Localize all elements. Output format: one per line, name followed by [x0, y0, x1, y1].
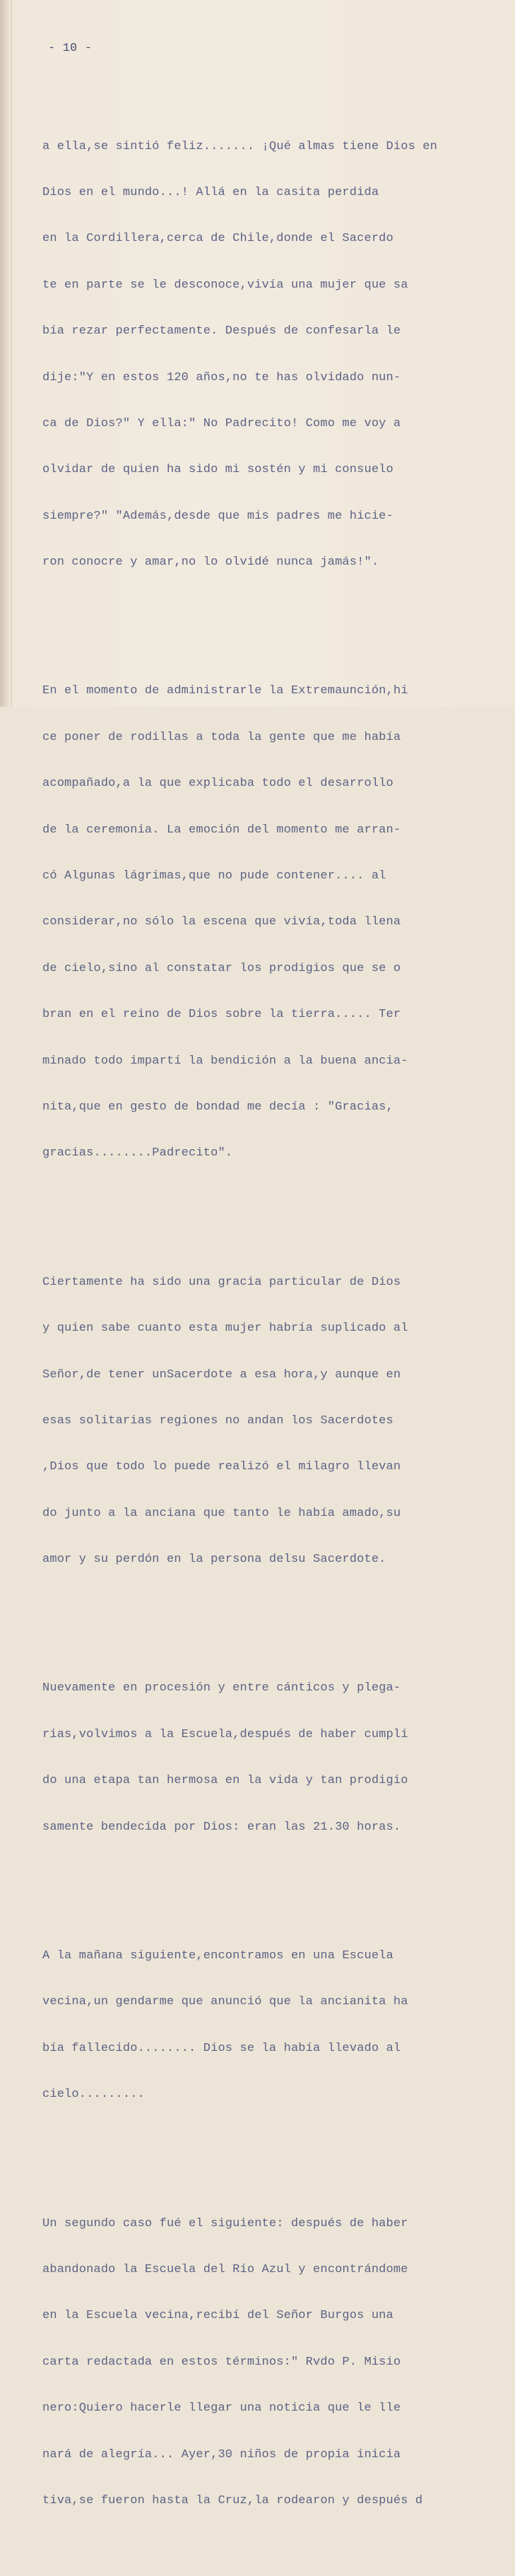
paragraph-4 — [42, 1650, 514, 1866]
text-line: En el momento de administrarle la Extremaunción,hi — [42, 684, 408, 698]
text-line: y quien sabe cuanto esta mujer habría suplicado al — [42, 1322, 408, 1336]
page-binding-edge — [0, 0, 12, 707]
paragraph-5 — [42, 1917, 514, 2133]
paragraph-1 — [42, 108, 514, 601]
text-line: bran en el reino de Dios sobre la tierra..... Ter — [42, 1008, 401, 1022]
text-line: de cielo,sino al constatar los prodigios que se o — [42, 961, 401, 975]
page-text — [42, 10, 514, 2576]
text-line: vecina,un gendarme que anunció que la ancianita ha — [42, 1995, 408, 2009]
paragraph-2 — [42, 653, 514, 1192]
text-line: ca de Dios?" Y ella:" No Padrecito! Como me voy a — [42, 416, 401, 430]
text-line: amor y su perdón en la persona delsu Sacerdote. — [42, 1553, 386, 1567]
text-line: bía fallecido........ Dios se la había llevado al — [42, 2041, 401, 2055]
text-line: do una etapa tan hermosa en la vida y tan prodigio — [42, 1774, 408, 1788]
text-line: Ciertamente ha sido una gracia particular de Dios — [42, 1275, 401, 1289]
text-line: cielo......... — [42, 2088, 145, 2102]
text-line: Dios en el mundo...! Allá en la casita perdida — [42, 185, 379, 199]
text-line: minado todo impartí la bendición a la buena ancia- — [42, 1054, 408, 1068]
text-line: carta redactada en estos términos:" Rvdo P. Misio — [42, 2355, 401, 2369]
text-line: a ella,se sintió feliz....... ¡Qué almas tiene Dios en — [42, 139, 437, 153]
text-line: dije:"Y en estos 120 años,no te has olvidado nun- — [42, 370, 401, 384]
paragraph-3 — [42, 1244, 514, 1598]
text-line: Nuevamente en procesión y entre cánticos y plega- — [42, 1681, 401, 1695]
text-line: ,Dios que todo lo puede realizó el milagro llevan — [42, 1460, 401, 1474]
text-line: nita,que en gesto de bondad me decía : "Gracias, — [42, 1100, 393, 1114]
text-line: nero:Quiero hacerle llegar una noticia que le lle — [42, 2401, 401, 2416]
text-line: abandonado la Escuela del Río Azul y encontrándome — [42, 2262, 408, 2276]
text-line: A la mañana siguiente,encontramos en una Escuela — [42, 1949, 393, 1963]
text-line: considerar,no sólo la escena que vivía,toda llena — [42, 915, 401, 929]
text-line: ce poner de rodillas a toda la gente que me había — [42, 730, 401, 744]
text-line: bía rezar perfectamente. Después de confesarla le — [42, 324, 401, 339]
text-line: Señor,de tener unSacerdote a esa hora,y aunque en — [42, 1368, 401, 1382]
text-line: esas solitarias regiones no andan los Sacerdotes — [42, 1413, 393, 1428]
text-line: do junto a la anciana que tanto le había amado,su — [42, 1506, 401, 1520]
text-line: có Algunas lágrimas,que no pude contener.... al — [42, 869, 386, 883]
text-line: en la Cordillera,cerca de Chile,donde el Sacerdo — [42, 232, 393, 246]
text-line: tiva,se fueron hasta la Cruz,la rodearon y después d — [42, 2493, 423, 2507]
text-line: nará de alegría... Ayer,30 niños de propia inicia — [42, 2447, 401, 2462]
text-line: ron conocre y amar,no lo olvidé nunca jamás!". — [42, 555, 379, 570]
text-line: te en parte se le desconoce,vivía una mujer que sa — [42, 278, 408, 292]
text-line: rias,volvimos a la Escuela,después de haber cumpli — [42, 1727, 408, 1741]
page-number: - 10 - — [48, 41, 93, 55]
text-line: gracias........Padrecito". — [42, 1146, 233, 1160]
text-line: en la Escuela vecina,recibí del Señor Burgos una — [42, 2309, 393, 2323]
text-line: siempre?" "Además,desde que mis padres me hicie- — [42, 509, 393, 523]
text-line: de la ceremonia. La emoción del momento me arran- — [42, 823, 401, 837]
text-line: Un segundo caso fué el siguiente: después de haber — [42, 2216, 408, 2230]
text-line: acompañado,a la que explicaba todo el desarrollo — [42, 777, 393, 791]
text-line: samente bendecida por Dios: eran las 21.30 horas. — [42, 1820, 401, 1834]
paragraph-6 — [42, 2185, 514, 2539]
text-line: olvidar de quien ha sido mi sostén y mi consuelo — [42, 463, 393, 477]
